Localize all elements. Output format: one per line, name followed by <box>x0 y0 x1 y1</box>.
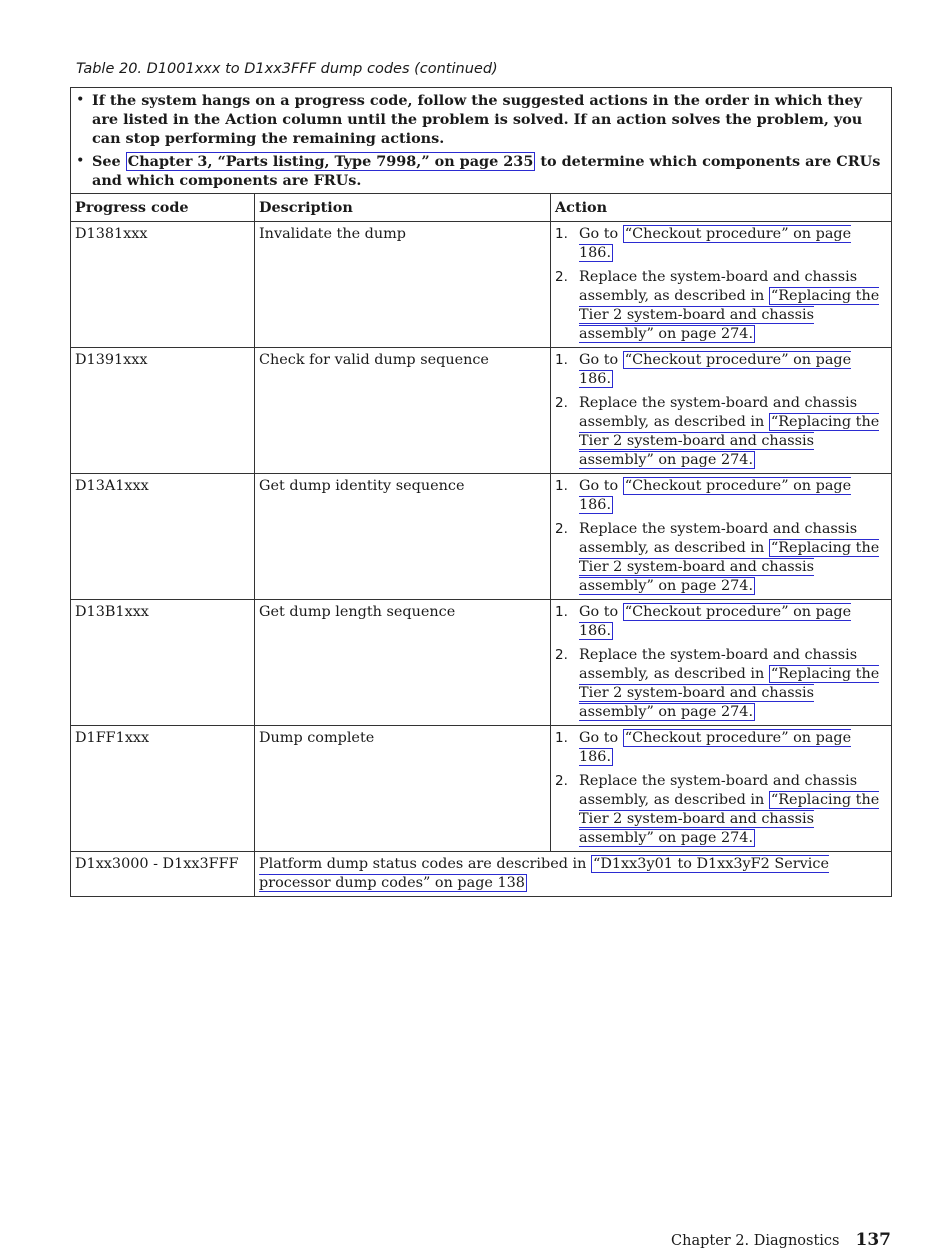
parts-listing-link[interactable]: Chapter 3, “Parts listing, Type 7998,” on page 235 <box>127 153 534 170</box>
page-footer <box>671 1230 891 1250</box>
step-number: 2. <box>555 647 568 663</box>
description-cell: Check for valid dump sequence <box>255 348 551 474</box>
action-step <box>555 520 887 596</box>
table-row <box>71 852 892 897</box>
action-step <box>555 268 887 344</box>
progress-code-cell: D1381xxx <box>71 222 255 348</box>
description-cell: Get dump identity sequence <box>255 474 551 600</box>
step-number: 2. <box>555 521 568 537</box>
action-step <box>555 772 887 848</box>
checkout-procedure-link[interactable]: “Checkout procedure” on page 186. <box>579 352 852 387</box>
step-number: 1. <box>555 226 568 242</box>
description-cell <box>255 852 892 897</box>
note-text: If the system hangs on a progress code, follow the suggested actions in the order in which they are listed in the Action column until the problem is solved. If an action solves the problem, you can stop performing the remaining actions. <box>92 92 863 147</box>
replacing-system-board-link[interactable]: “Replacing the Tier 2 system-board and chassis assembly” on page 274. <box>579 288 880 342</box>
action-cell <box>551 600 892 726</box>
replacing-system-board-link[interactable]: “Replacing the Tier 2 system-board and chassis assembly” on page 274. <box>579 540 880 594</box>
table-row <box>71 600 892 726</box>
progress-code-cell: D1FF1xxx <box>71 726 255 852</box>
replacing-system-board-link[interactable]: “Replacing the Tier 2 system-board and chassis assembly” on page 274. <box>579 666 880 720</box>
replacing-system-board-link[interactable]: “Replacing the Tier 2 system-board and chassis assembly” on page 274. <box>579 414 880 468</box>
step-text: Replace the system-board and chassis assembly, as described in <box>579 269 858 304</box>
note-text-post: to determine which components are CRUs and which components are FRUs. <box>92 153 881 189</box>
step-text: Replace the system-board and chassis assembly, as described in <box>579 647 858 682</box>
checkout-procedure-link[interactable]: “Checkout procedure” on page 186. <box>579 478 852 513</box>
replacing-system-board-link[interactable]: “Replacing the Tier 2 system-board and chassis assembly” on page 274. <box>579 792 880 846</box>
checkout-procedure-link[interactable]: “Checkout procedure” on page 186. <box>579 730 852 765</box>
header-row <box>71 194 892 222</box>
step-number: 1. <box>555 352 568 368</box>
service-processor-dump-codes-link[interactable]: “D1xx3y01 to D1xx3yF2 Service processor dump codes” on page 138 <box>259 856 829 891</box>
action-step <box>555 477 887 515</box>
step-number: 1. <box>555 730 568 746</box>
step-text: Go to <box>579 226 619 242</box>
action-cell <box>551 726 892 852</box>
action-cell <box>551 222 892 348</box>
step-number: 1. <box>555 478 568 494</box>
action-step <box>555 394 887 470</box>
step-text: Go to <box>579 352 619 368</box>
step-number: 1. <box>555 604 568 620</box>
progress-code-cell: D13A1xxx <box>71 474 255 600</box>
step-text: Replace the system-board and chassis assembly, as described in <box>579 395 858 430</box>
step-text: Go to <box>579 604 619 620</box>
action-cell <box>551 474 892 600</box>
action-step <box>555 351 887 389</box>
footer-chapter: Chapter 2. Diagnostics <box>671 1233 840 1249</box>
action-step <box>555 603 887 641</box>
description-cell: Invalidate the dump <box>255 222 551 348</box>
action-step <box>555 225 887 263</box>
table-body <box>71 222 892 852</box>
step-text: Go to <box>579 730 619 746</box>
table-row <box>71 726 892 852</box>
table-row <box>71 348 892 474</box>
page-number: 137 <box>855 1230 891 1250</box>
column-header-action: Action <box>551 194 892 222</box>
table-row <box>71 222 892 348</box>
progress-code-cell: D13B1xxx <box>71 600 255 726</box>
description-cell: Dump complete <box>255 726 551 852</box>
step-number: 2. <box>555 773 568 789</box>
bullet-icon: • <box>76 92 85 108</box>
table-caption: Table 20. D1001xxx to D1xx3FFF dump codes (continued) <box>76 61 498 77</box>
description-cell: Get dump length sequence <box>255 600 551 726</box>
step-text: Go to <box>579 478 619 494</box>
step-number: 2. <box>555 395 568 411</box>
description-text: Platform dump status codes are described in <box>259 856 587 872</box>
dump-codes-table <box>70 87 892 897</box>
column-header-progress-code: Progress code <box>71 194 255 222</box>
step-text: Replace the system-board and chassis assembly, as described in <box>579 773 858 808</box>
progress-code-cell: D1391xxx <box>71 348 255 474</box>
action-step <box>555 646 887 722</box>
bullet-icon: • <box>76 153 85 169</box>
notes-cell <box>71 88 892 194</box>
step-text: Replace the system-board and chassis assembly, as described in <box>579 521 858 556</box>
action-cell <box>551 348 892 474</box>
table-row <box>71 474 892 600</box>
checkout-procedure-link[interactable]: “Checkout procedure” on page 186. <box>579 226 852 261</box>
note-item <box>75 91 887 148</box>
column-header-description: Description <box>255 194 551 222</box>
action-step <box>555 729 887 767</box>
progress-code-cell: D1xx3000 - D1xx3FFF <box>71 852 255 897</box>
note-item <box>75 152 887 190</box>
step-number: 2. <box>555 269 568 285</box>
notes-row <box>71 88 892 194</box>
note-text-pre: See <box>92 153 121 170</box>
checkout-procedure-link[interactable]: “Checkout procedure” on page 186. <box>579 604 852 639</box>
